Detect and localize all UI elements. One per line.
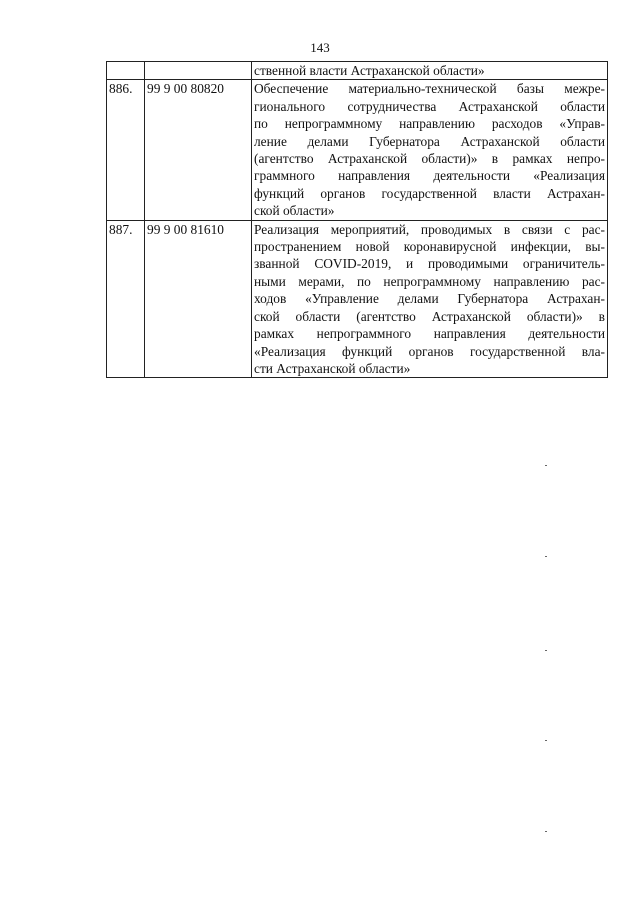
budget-table xyxy=(106,61,608,378)
description-line: «Реализация функций органов государственной вла- xyxy=(254,343,605,359)
description-line: ской области (агентство Астраханской области)» в xyxy=(254,308,605,324)
scan-speck xyxy=(545,650,547,651)
description-line: Обеспечение материально-технической базы межре- xyxy=(254,81,605,97)
description-line: (агентство Астраханской области)» в рамках непро- xyxy=(254,151,605,167)
row-number-cell: 886. xyxy=(107,80,145,220)
description-line: ходов «Управление делами Губернатора Астрахан- xyxy=(254,291,605,307)
description-cell xyxy=(252,62,608,80)
description-line: званной COVID-2019, и проводимыми ограничитель- xyxy=(254,256,605,272)
table-row xyxy=(107,80,608,220)
description-cell xyxy=(252,220,608,378)
table-row-continuation xyxy=(107,62,608,80)
description-line: функций органов государственной власти Астрахан- xyxy=(254,185,605,201)
description-line: Реализация мероприятий, проводимых в связи с рас- xyxy=(254,221,605,237)
description-line: граммного направления деятельности «Реализация xyxy=(254,168,605,184)
budget-code-cell: 99 9 00 81610 xyxy=(145,220,252,378)
description-line: ственной власти Астраханской области» xyxy=(254,63,485,78)
budget-code-cell: 99 9 00 80820 xyxy=(145,80,252,220)
scan-speck xyxy=(545,831,547,832)
description-line: ление делами Губернатора Астраханской области xyxy=(254,133,605,149)
row-number-cell xyxy=(107,62,145,80)
description-line: рамках непрограммного направления деятельности xyxy=(254,326,605,342)
description-line: сти Астраханской области» xyxy=(254,360,411,376)
description-line: гионального сотрудничества Астраханской области xyxy=(254,98,605,114)
scan-speck xyxy=(545,556,547,557)
description-line: ской области» xyxy=(254,203,335,219)
page-number: 143 xyxy=(310,40,330,55)
budget-code-cell xyxy=(145,62,252,80)
description-line: ными мерами, по непрограммному направлению рас- xyxy=(254,273,605,289)
row-number-cell: 887. xyxy=(107,220,145,378)
table-row xyxy=(107,220,608,378)
description-cell xyxy=(252,80,608,220)
description-line: по непрограммному направлению расходов «Управ- xyxy=(254,116,605,132)
scan-speck xyxy=(545,740,547,741)
scan-speck xyxy=(545,465,547,466)
description-line: пространением новой коронавирусной инфекции, вы- xyxy=(254,239,605,255)
